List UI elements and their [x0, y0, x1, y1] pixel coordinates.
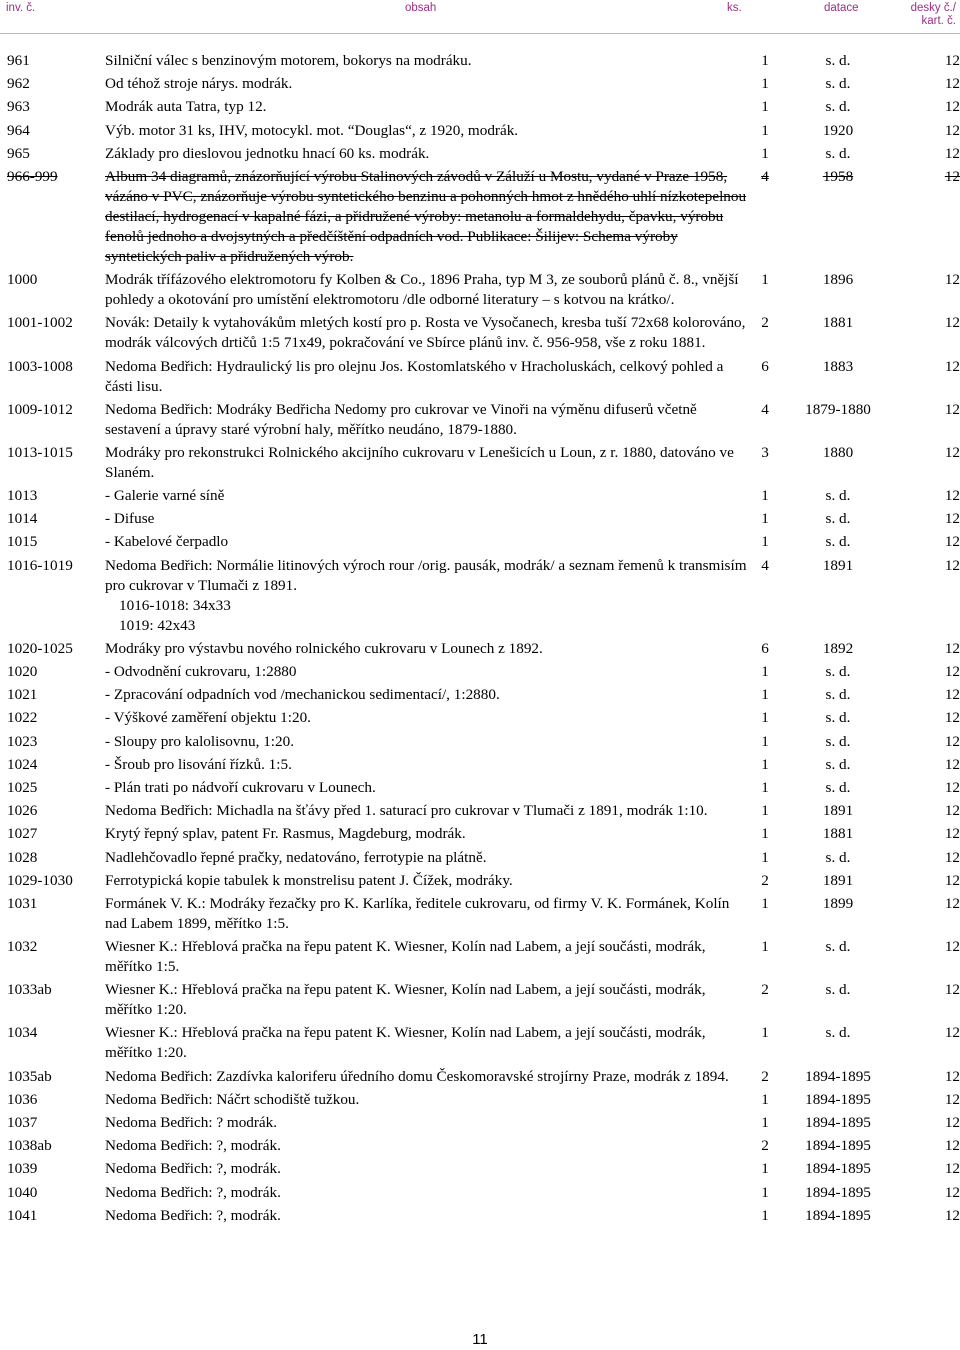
inv-number: 1024 — [7, 755, 38, 773]
dating: 1881 — [822, 314, 854, 332]
description-text: Základy pro dieslovou jednotku hnací 60 ks. modrák. — [105, 144, 430, 162]
description-text: - Difuse — [105, 510, 155, 528]
piece-count: 2 — [761, 1067, 769, 1085]
table-row — [0, 167, 960, 267]
table-row — [0, 1206, 960, 1226]
table-row — [0, 1159, 960, 1179]
table-row — [0, 1067, 960, 1087]
inventory-table — [0, 51, 960, 1229]
dating: 1881 — [822, 825, 854, 843]
page-number: 11 — [472, 1331, 488, 1348]
box-number: 12 — [944, 663, 960, 680]
description — [105, 51, 752, 71]
table-row — [0, 532, 960, 552]
header-datace-link[interactable]: datace — [824, 2, 859, 14]
description — [105, 1159, 752, 1179]
box-number: 12 — [944, 1183, 960, 1201]
description-text: Wiesner K.: Hřeblová pračka na řepu patent K. Wiesner, Kolín nad Labem, a její součásti, modrák, měřítko 1:5. — [105, 938, 706, 976]
description — [105, 509, 752, 529]
dating: s. d. — [825, 487, 851, 505]
description — [105, 732, 752, 752]
inv-number: 1001-1002 — [7, 314, 73, 332]
inv-number: 964 — [7, 121, 30, 139]
table-row — [0, 1090, 960, 1110]
box-number: 12 — [944, 1114, 960, 1131]
table-row — [0, 270, 960, 310]
inv-number: 1013-1015 — [7, 443, 73, 461]
box-number: 12 — [944, 981, 960, 999]
table-row — [0, 1023, 960, 1063]
description — [105, 1206, 752, 1226]
inv-number: 1020 — [7, 663, 38, 680]
dating: 1920 — [822, 121, 854, 139]
description — [105, 1136, 752, 1156]
piece-count: 1 — [761, 121, 769, 139]
inv-number: 1039 — [7, 1160, 38, 1178]
piece-count: 1 — [761, 271, 769, 289]
description-text: Nedoma Bedřich: Zazdívka kaloriferu úředního domu Českomoravské strojírny Praze, modrák z 1894. — [105, 1067, 729, 1085]
piece-count: 6 — [761, 639, 769, 657]
piece-count: 1 — [761, 1024, 769, 1042]
table-row — [0, 778, 960, 798]
description-text: Silniční válec s benzinovým motorem, bokorys na modráku. — [105, 52, 472, 69]
box-number: 12 — [944, 271, 960, 289]
header-ks-link[interactable]: ks. — [727, 2, 742, 14]
inv-number: 1037 — [7, 1114, 38, 1131]
piece-count: 1 — [761, 938, 769, 956]
box-number: 12 — [944, 1024, 960, 1042]
piece-count: 1 — [761, 732, 769, 750]
description — [105, 980, 752, 1020]
inv-number: 963 — [7, 98, 30, 116]
box-number: 12 — [944, 709, 960, 727]
piece-count: 1 — [761, 709, 769, 727]
box-number: 12 — [944, 510, 960, 528]
table-row — [0, 1136, 960, 1156]
inv-number: 1013 — [7, 487, 38, 505]
description — [105, 144, 752, 164]
dating: 1899 — [822, 894, 854, 912]
description — [105, 894, 752, 934]
piece-count: 1 — [761, 510, 769, 528]
table-row — [0, 662, 960, 682]
piece-count: 1 — [761, 144, 769, 162]
inv-number: 1014 — [7, 510, 38, 528]
description-text: Wiesner K.: Hřeblová pračka na řepu patent K. Wiesner, Kolín nad Labem, a její součásti, modrák, měřítko 1:20. — [105, 981, 706, 1019]
description-text: Nedoma Bedřich: ?, modrák. — [105, 1160, 281, 1178]
table-row — [0, 1183, 960, 1203]
table-row — [0, 937, 960, 977]
box-number: 12 — [944, 1206, 960, 1224]
table-row — [0, 685, 960, 705]
description — [105, 313, 752, 353]
dating: 1883 — [822, 357, 854, 375]
box-number: 12 — [944, 1160, 960, 1178]
dating: s. d. — [825, 533, 851, 551]
piece-count: 2 — [761, 1137, 769, 1155]
box-number: 12 — [944, 639, 960, 657]
description-text: - Kabelové čerpadlo — [105, 533, 229, 551]
piece-count: 1 — [761, 1090, 769, 1108]
description — [105, 824, 752, 844]
dating: s. d. — [825, 709, 851, 727]
dating: s. d. — [825, 98, 851, 116]
description-text: Nedoma Bedřich: ?, modrák. — [105, 1206, 281, 1224]
piece-count: 1 — [761, 778, 769, 796]
inv-number: 1029-1030 — [7, 871, 73, 889]
inv-number: 1023 — [7, 732, 38, 750]
box-number: 12 — [944, 314, 960, 332]
description-text: Krytý řepný splav, patent Fr. Rasmus, Magdeburg, modrák. — [105, 825, 466, 843]
dating: s. d. — [825, 52, 851, 69]
description — [105, 639, 752, 659]
table-row — [0, 708, 960, 728]
box-number: 12 — [944, 52, 960, 69]
dating: 1891 — [822, 802, 854, 820]
piece-count: 4 — [761, 556, 769, 574]
dating: s. d. — [825, 938, 851, 956]
table-row — [0, 144, 960, 164]
table-row — [0, 755, 960, 775]
box-number: 12 — [944, 871, 960, 889]
inv-number: 961 — [7, 52, 30, 69]
table-row — [0, 357, 960, 397]
description — [105, 532, 752, 552]
dating: s. d. — [825, 510, 851, 528]
dating: 1894-1895 — [805, 1206, 871, 1224]
description — [105, 708, 752, 728]
inv-number: 962 — [7, 75, 30, 93]
description-text: - Galerie varné síně — [105, 487, 225, 505]
piece-count: 1 — [761, 894, 769, 912]
description — [105, 270, 752, 310]
dating: 1894-1895 — [805, 1114, 871, 1131]
inv-number: 1025 — [7, 778, 38, 796]
table-row — [0, 313, 960, 353]
table-row — [0, 894, 960, 934]
description-text: Modrák auta Tatra, typ 12. — [105, 98, 267, 116]
description-text: Nedoma Bedřich: Modráky Bedřicha Nedomy pro cukrovar ve Vinoři na výměnu difuserů včetně sestavení a úpravy staré výrobní haly, měřítko neudáno, 1879-1880. — [105, 400, 697, 438]
box-number: 12 — [944, 894, 960, 912]
dating: 1891 — [822, 556, 854, 574]
box-number: 12 — [944, 487, 960, 505]
piece-count: 1 — [761, 75, 769, 93]
inv-number: 1032 — [7, 938, 38, 956]
table-row — [0, 509, 960, 529]
box-number: 12 — [944, 443, 960, 461]
piece-count: 2 — [761, 871, 769, 889]
description-text: Výb. motor 31 ks, IHV, motocykl. mot. “Douglas“, z 1920, modrák. — [105, 121, 519, 139]
description-text: Od téhož stroje nárys. modrák. — [105, 75, 293, 93]
box-number: 12 — [944, 400, 960, 418]
dating: 1894-1895 — [805, 1160, 871, 1178]
inv-number: 1016-1019 — [7, 556, 73, 574]
table-row — [0, 97, 960, 117]
description — [105, 778, 752, 798]
piece-count: 1 — [761, 98, 769, 116]
inv-number: 1028 — [7, 848, 38, 866]
table-row — [0, 848, 960, 868]
header-obsah-link[interactable]: obsah — [405, 2, 437, 14]
box-number: 12 — [944, 1090, 960, 1108]
description — [105, 1023, 752, 1063]
dating: s. d. — [825, 144, 851, 162]
inv-number: 1022 — [7, 709, 38, 727]
description-text: Ferrotypická kopie tabulek k monstrelisu patent J. Čížek, modráky. — [105, 871, 513, 889]
description — [105, 167, 752, 267]
dating: 1896 — [822, 271, 854, 289]
description-text: Nadlehčovadlo řepné pračky, nedatováno, ferrotypie na plátně. — [105, 848, 487, 866]
piece-count: 1 — [761, 1183, 769, 1201]
inv-number: 965 — [7, 144, 30, 162]
dating: s. d. — [825, 778, 851, 796]
header-desky-line2: kart. č. — [921, 15, 956, 27]
description-text: Nedoma Bedřich: Náčrt schodiště tužkou. — [105, 1090, 360, 1108]
description-text: Formánek V. K.: Modráky řezačky pro K. Karlíka, ředitele cukrovaru, od firmy V. K. Formánek, Kolín nad Labem 1899, měřítko 1:5. — [105, 894, 730, 932]
column-header — [0, 0, 960, 34]
dating: s. d. — [825, 755, 851, 773]
header-desky-link[interactable] — [911, 2, 956, 28]
dating: 1879-1880 — [805, 400, 871, 418]
description — [105, 1090, 752, 1110]
box-number: 12 — [944, 732, 960, 750]
inv-number: 1021 — [7, 686, 38, 704]
box-number: 12 — [944, 755, 960, 773]
piece-count: 1 — [761, 686, 769, 704]
box-number: 12 — [944, 533, 960, 551]
description-text: Nedoma Bedřich: Hydraulický lis pro olejnu Jos. Kostomlatského v Hracholuskách, celkový pohled a části lisu. — [105, 357, 724, 395]
description — [105, 871, 752, 891]
description-text: Nedoma Bedřich: Michadla na šťávy před 1. saturací pro cukrovar v Tlumači z 1891, modrák 1:10. — [105, 802, 708, 820]
dating: 1892 — [822, 639, 854, 657]
table-row — [0, 400, 960, 440]
description-text: Modráky pro rekonstrukci Rolnického akcijního cukrovaru v Lenešicích u Loun, z r. 1880, datováno ve Slaném. — [105, 443, 734, 481]
description — [105, 443, 752, 483]
dating: 1880 — [822, 443, 854, 461]
inv-number: 1034 — [7, 1024, 38, 1042]
description — [105, 556, 752, 636]
description — [105, 801, 752, 821]
box-number: 12 — [944, 778, 960, 796]
piece-count: 2 — [761, 314, 769, 332]
description — [105, 97, 752, 117]
header-inv-link[interactable]: inv. č. — [6, 2, 36, 14]
description-text: Album 34 diagramů, znázorňující výrobu Stalinových závodů v Záluží u Mostu, vydané v Praze 1958, vázáno v PVC, znázorňuje výrobu syntetického benzinu a pohonných hmot z hnědého uhlí nízkotepelnou destilací, hydrogenací v kapalné fázi, a přidružené výroby: metanolu a formaldehydu, čpavku, výrobu fenolů jednoho a dvojsytných a předčíštění odpadních vod. Publikace: Šilijev: Schema výroby syntetických paliv a přidružených výrob. — [105, 167, 747, 265]
dating: s. d. — [825, 732, 851, 750]
description — [105, 1067, 752, 1087]
description-text: Nedoma Bedřich: ? modrák. — [105, 1114, 278, 1131]
description-text: - Plán trati po nádvoří cukrovaru v Lounech. — [105, 778, 376, 796]
box-number: 12 — [944, 825, 960, 843]
description — [105, 400, 752, 440]
description-text: - Šroub pro lisování řízků. 1:5. — [105, 755, 292, 773]
piece-count: 1 — [761, 755, 769, 773]
box-number: 12 — [944, 144, 960, 162]
table-row — [0, 824, 960, 844]
piece-count: 6 — [761, 357, 769, 375]
dating: s. d. — [825, 686, 851, 704]
table-row — [0, 121, 960, 141]
box-number: 12 — [944, 1137, 960, 1155]
piece-count: 1 — [761, 825, 769, 843]
description-text: - Zpracování odpadních vod /mechanickou sedimentací/, 1:2880. — [105, 686, 500, 704]
box-number: 12 — [944, 938, 960, 956]
piece-count: 2 — [761, 981, 769, 999]
description — [105, 662, 752, 682]
description-text: - Výškové zaměření objektu 1:20. — [105, 709, 311, 727]
inv-number: 1020-1025 — [7, 639, 73, 657]
dating: s. d. — [825, 981, 851, 999]
dating: s. d. — [825, 663, 851, 680]
dating: 1894-1895 — [805, 1090, 871, 1108]
description — [105, 486, 752, 506]
inv-number: 1027 — [7, 825, 38, 843]
box-number: 12 — [944, 686, 960, 704]
description-text: Modrák třífázového elektromotoru fy Kolben & Co., 1896 Praha, typ M 3, ze souborů plánů č. 8., vnější pohledy a okotování pro umístění elektromotoru /dle odborné literatury – s kotvou na krátko/. — [105, 271, 739, 309]
inv-number: 1040 — [7, 1183, 38, 1201]
dating: s. d. — [825, 1024, 851, 1042]
table-row — [0, 639, 960, 659]
piece-count: 1 — [761, 663, 769, 680]
inv-number: 1003-1008 — [7, 357, 73, 375]
piece-count: 1 — [761, 802, 769, 820]
description — [105, 755, 752, 775]
description-subline: 1019: 42x43 — [119, 616, 196, 634]
box-number: 12 — [944, 75, 960, 93]
inv-number: 1033ab — [7, 981, 52, 999]
table-row — [0, 871, 960, 891]
piece-count: 4 — [761, 400, 769, 418]
description-text: Nedoma Bedřich: Normálie litinových výroch rour /orig. pausák, modrák/ a seznam řemenů k transmisím pro cukrovar v Tlumači z 1891. — [105, 556, 747, 594]
table-row — [0, 486, 960, 506]
inv-number: 1026 — [7, 802, 38, 820]
inv-number: 966-999 — [7, 167, 58, 185]
table-row — [0, 732, 960, 752]
inv-number: 1015 — [7, 533, 38, 551]
dating: 1891 — [822, 871, 854, 889]
description-text: Modráky pro výstavbu nového rolnického cukrovaru v Lounech z 1892. — [105, 639, 543, 657]
description-text: Nedoma Bedřich: ?, modrák. — [105, 1183, 281, 1201]
table-row — [0, 556, 960, 636]
table-row — [0, 443, 960, 483]
box-number: 12 — [944, 121, 960, 139]
box-number: 12 — [944, 98, 960, 116]
inv-number: 1009-1012 — [7, 400, 73, 418]
inv-number: 1041 — [7, 1206, 38, 1224]
description — [105, 1113, 752, 1133]
description — [105, 937, 752, 977]
piece-count: 1 — [761, 1206, 769, 1224]
dating: 1894-1895 — [805, 1067, 871, 1085]
table-row — [0, 801, 960, 821]
description-subline: 1016-1018: 34x33 — [119, 596, 231, 614]
box-number: 12 — [944, 556, 960, 574]
piece-count: 1 — [761, 52, 769, 69]
inv-number: 1036 — [7, 1090, 38, 1108]
description — [105, 357, 752, 397]
description-text: Wiesner K.: Hřeblová pračka na řepu patent K. Wiesner, Kolín nad Labem, a její součásti, modrák, měřítko 1:20. — [105, 1024, 706, 1062]
description — [105, 121, 752, 141]
piece-count: 1 — [761, 848, 769, 866]
description — [105, 74, 752, 94]
piece-count: 3 — [761, 443, 769, 461]
description — [105, 685, 752, 705]
piece-count: 4 — [761, 167, 769, 185]
piece-count: 1 — [761, 487, 769, 505]
description-text: - Sloupy pro kalolisovnu, 1:20. — [105, 732, 294, 750]
dating: 1894-1895 — [805, 1183, 871, 1201]
header-divider — [0, 33, 960, 34]
inv-number: 1035ab — [7, 1067, 52, 1085]
header-desky-line1: desky č./ — [910, 2, 956, 14]
inv-number: 1031 — [7, 894, 38, 912]
box-number: 12 — [944, 802, 960, 820]
piece-count: 1 — [761, 533, 769, 551]
box-number: 12 — [944, 167, 960, 185]
box-number: 12 — [944, 357, 960, 375]
description-text: Nedoma Bedřich: ?, modrák. — [105, 1137, 281, 1155]
table-row — [0, 74, 960, 94]
description-text: Novák: Detaily k vytahovákům mletých kostí pro p. Rosta ve Vysočanech, kresba tuší 72x68 kolorováno, modrák válcových drtičů 1:5 71x49, pokračování ve Sbírce plánů inv. č. 956-958, vše z roku 1881. — [105, 314, 746, 352]
piece-count: 1 — [761, 1114, 769, 1131]
dating: 1958 — [822, 167, 854, 185]
dating: 1894-1895 — [805, 1137, 871, 1155]
table-row — [0, 51, 960, 71]
inv-number: 1038ab — [7, 1137, 52, 1155]
dating: s. d. — [825, 75, 851, 93]
inv-number: 1000 — [7, 271, 38, 289]
box-number: 12 — [944, 1067, 960, 1085]
dating: s. d. — [825, 848, 851, 866]
description — [105, 1183, 752, 1203]
table-row — [0, 1113, 960, 1133]
piece-count: 1 — [761, 1160, 769, 1178]
table-row — [0, 980, 960, 1020]
box-number: 12 — [944, 848, 960, 866]
description — [105, 848, 752, 868]
description-text: - Odvodnění cukrovaru, 1:2880 — [105, 663, 297, 680]
